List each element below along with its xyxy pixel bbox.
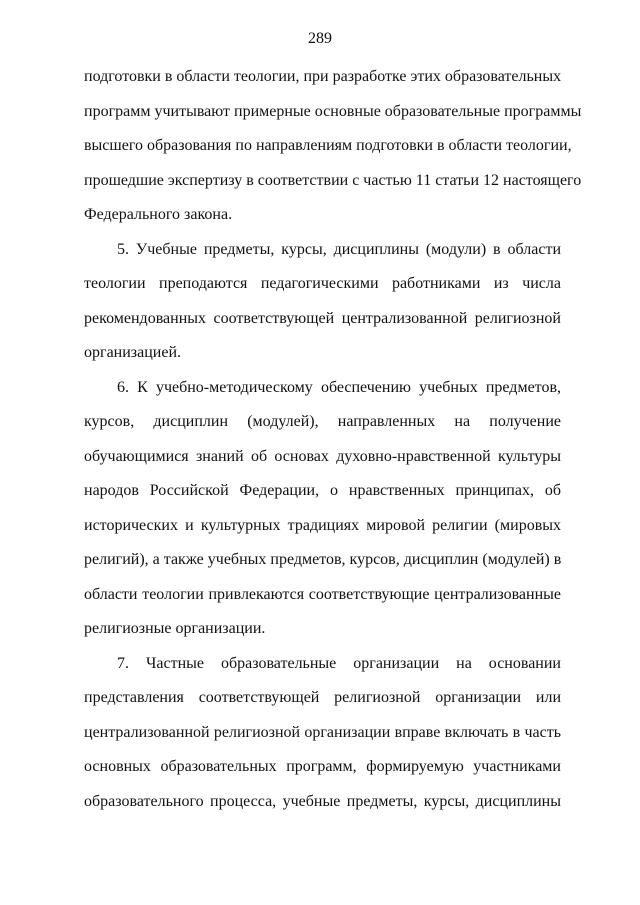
text-line: религиозные организации. [84, 620, 266, 637]
text-line: исторических и культурных традициях мировой религии (мировых [84, 516, 561, 534]
text-line: 7. Частные образовательные организации на основании [117, 654, 561, 672]
text-line: обучающимися знаний об основах духовно-нравственной культуры [84, 447, 561, 465]
paragraph [84, 647, 561, 820]
text-line: рекомендованных соответствующей централизованной религиозной [84, 309, 561, 327]
text-line: представления соответствующей религиозной организации или [84, 689, 561, 706]
text-line: Федерального закона. [84, 206, 233, 223]
text-line: подготовки в области теологии, при разработке этих образовательных [84, 68, 562, 85]
text-line: курсов, дисциплин (модулей), направленных на получение [84, 413, 561, 430]
text-line: религий), а также учебных предметов, курсов, дисциплин (модулей) в [84, 551, 562, 568]
text-line: прошедшие экспертизу в соответствии с частью 11 статьи 12 настоящего [84, 171, 582, 189]
document-body [84, 60, 582, 819]
text-line: программ учитывают примерные основные образовательные программы [84, 102, 582, 120]
text-line: 6. К учебно-методическому обеспечению учебных предметов, [117, 378, 561, 396]
text-line: организацией. [84, 344, 181, 361]
text-line: высшего образования по направлениям подготовки в области теологии, [84, 137, 572, 154]
paragraph [84, 233, 561, 371]
paragraph [84, 371, 561, 647]
text-line: централизованной религиозной организации вправе включать в часть [84, 723, 561, 741]
text-line: теологии преподаются педагогическими работниками из числа [84, 275, 561, 292]
paragraph [84, 60, 582, 233]
page-number: 289 [308, 30, 332, 47]
text-line: образовательного процесса, учебные предметы, курсы, дисциплины [84, 792, 561, 810]
text-line: 5. Учебные предметы, курсы, дисциплины (модули) в области [117, 240, 561, 258]
text-line: основных образовательных программ, формируемую участниками [84, 758, 561, 775]
text-line: народов Российской Федерации, о нравственных принципах, об [84, 482, 561, 499]
text-line: области теологии привлекаются соответствующие централизованные [84, 585, 561, 603]
